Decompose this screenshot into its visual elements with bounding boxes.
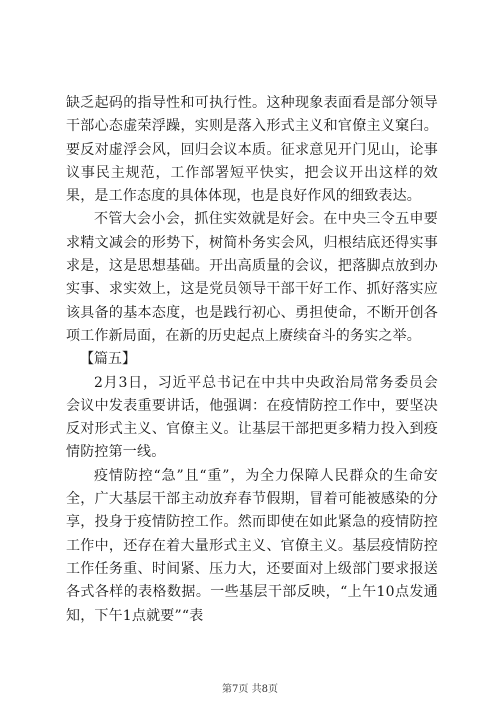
document-body xyxy=(66,92,438,628)
paragraph-2: 不管大会小会，抓住实效就是好会。在中央三令五申要求精文减会的形势下，树简朴务实会风，归根结底还得实事求是，这是思想基础。开出高质量的会议，把落脚点放到办实事、求实效上，这是党员领导干部干好工作、抓好落实应该具备的基本态度，也是践行初心、勇担使命，不断开创各项工作新局面，在新的历史起点上赓续奋斗的务实之举。 xyxy=(66,211,438,344)
paragraph-4: 疫情防控“急”且“重”，为全力保障人民群众的生命安全，广大基层干部主动放弃春节假期，冒着可能被感染的分享，投身于疫情防控工作。然而即使在如此紧急的疫情防控工作中，还存在着大量形式主义、官僚主义。基层疫情防控工作任务重、时间紧、压力大，还要面对上级部门要求报送各式各样的表格数据。一些基层干部反映，“上午10点发通知，下午1点就要”“表 xyxy=(66,467,438,624)
page-footer: 第7页 共8页 xyxy=(222,684,278,695)
section-heading-5: 【篇五】 xyxy=(80,351,136,368)
paragraph-3: 2月3日，习近平总书记在中共中央政治局常务委员会会议中发表重要讲话，他强调：在疫情防控工作中，要坚决反对形式主义、官僚主义。让基层干部把更多精力投入到疫情防控第一线。 xyxy=(66,374,438,461)
paragraph-1: 缺乏起码的指导性和可执行性。这种现象表面看是部分领导干部心态虚荣浮躁，实则是落入形式主义和官僚主义窠臼。要反对虚浮会风，回归会议本质。征求意见开门见山，论事议事民主规范，工作部署短平快实，把会议开出这样的效果，是工作态度的具体体现，也是良好作风的细致表达。 xyxy=(66,95,438,205)
